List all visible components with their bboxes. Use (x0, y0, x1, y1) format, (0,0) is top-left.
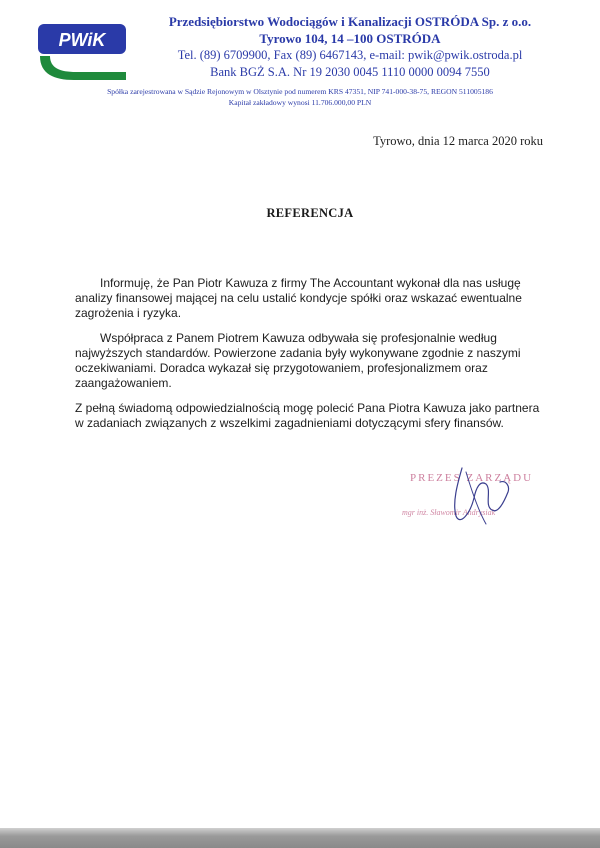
contact-line: Tel. (89) 6709900, Fax (89) 6467143, e-mail: pwik@pwik.ostroda.pl (177, 48, 523, 62)
stamp-title: PREZES ZARZĄDU (410, 472, 534, 484)
scan-edge (0, 828, 600, 848)
pwik-logo (34, 16, 130, 82)
paragraph-2: Współpraca z Panem Piotrem Kawuza odbywała się profesjonalnie według najwyższych standardów. Powierzone zadania były wykonywane zgodnie z naszymi oczekiwaniami. Doradca wykazał się przygotowaniem, profesjonalizmem oraz zaangażowaniem. (75, 331, 521, 390)
bank-line: Bank BGŻ S.A. Nr 19 2030 0045 1110 0000 0094 7550 (210, 65, 490, 79)
registry-line: Spółka zarejestrowana w Sądzie Rejonowym w Olsztynie pod numerem KRS 47351, NIP 741-000-38-75, REGON 511005186 (107, 87, 493, 96)
stamp-name: mgr inż. Sławomir Andrysiak (402, 508, 496, 517)
document-title: REFERENCJA (266, 206, 354, 220)
date-line: Tyrowo, dnia 12 marca 2020 roku (373, 134, 543, 148)
paragraph-3: Z pełną świadomą odpowiedzialnością mogę polecić Pana Piotra Kawuza jako partnera w zadaniach związanych z wszelkimi zagadnieniami dotyczącymi sfery finansów. (75, 401, 540, 430)
company-name: Przedsiębiorstwo Wodociągów i Kanalizacji OSTRÓDA Sp. z o.o. (168, 14, 532, 29)
registry-info (20, 86, 580, 108)
logo-text: PWiK (58, 30, 106, 50)
company-address: Tyrowo 104, 14 –100 OSTRÓDA (259, 31, 441, 46)
letterhead (130, 13, 570, 81)
handwritten-signature (400, 462, 550, 532)
capital-line: Kapitał zakładowy wynosi 11.706.000,00 PLN (228, 98, 372, 107)
letter-body (75, 276, 545, 441)
paragraph-1: Informuję, że Pan Piotr Kawuza z firmy The Accountant wykonał dla nas usługę analizy finansowej mającej na celu ustalić kondycje spółki oraz wskazać ewentualne zagrożenia i ryzyka. (75, 276, 522, 320)
